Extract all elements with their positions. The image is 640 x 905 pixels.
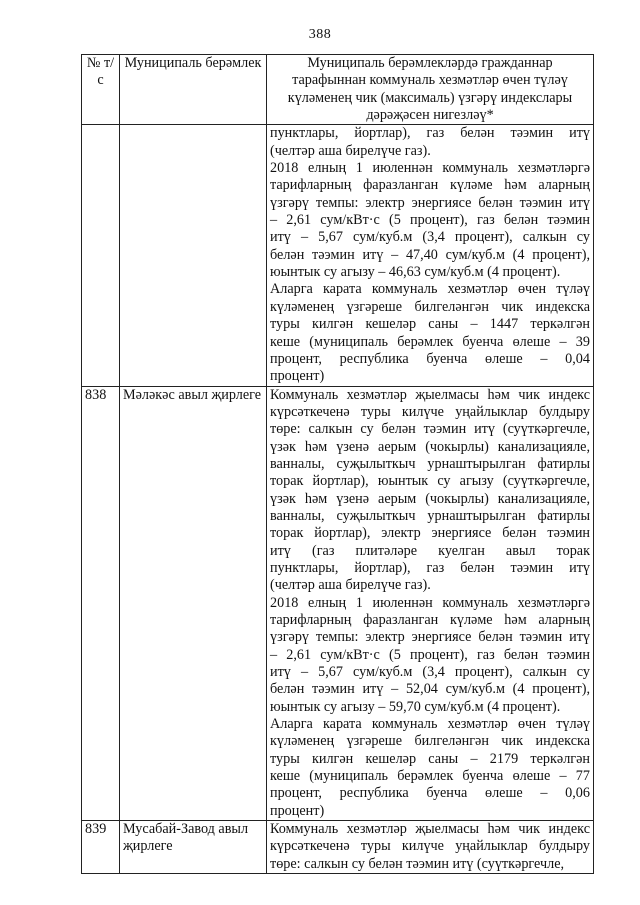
text-line: ванналы, суҗылыткыч урнаштырылган фатирлы: [270, 507, 590, 524]
text-line: тарифларның фаразланган күләме һәм аларның: [270, 177, 590, 194]
text-line: тарифларның фаразланган күләме һәм аларның: [270, 612, 590, 628]
text-line: күләменең үзгәреше билгеләнгән чик индекска: [270, 298, 590, 315]
text-line: кеше (муниципаль берәмлек буенча өлеше – 39: [270, 333, 590, 350]
basis-paragraph: [270, 716, 590, 820]
municipal-index-table: [81, 54, 594, 874]
table-body: [82, 125, 594, 874]
text-line: үзәк һәм үзенә аерым (чокырлы) канализацияле,: [270, 438, 590, 455]
table-row: [82, 821, 594, 874]
basis-paragraph: [270, 281, 590, 385]
text-line: үзгәрү темпы: электр энергиясе белән тәэмин итү: [270, 194, 590, 211]
header-number: № т/с: [82, 55, 120, 125]
row-basis-text: [267, 125, 594, 386]
text-line: үзәк һәм үзенә аерым (чокырлы) канализацияле,: [270, 490, 590, 507]
basis-paragraph: [270, 125, 590, 160]
row-number: [82, 125, 120, 386]
text-line: процент): [270, 802, 325, 819]
text-line: итү – 5,67 сум/куб.м (3,4 процент), салкын су: [270, 664, 590, 681]
text-line: Аларга карата коммуналь хезмәтләр өчен түләү: [270, 281, 590, 298]
text-line: пунктлары, йортлар), газ белән тәэмин итү: [270, 125, 590, 142]
text-line: күрсәткеченә туры килүче уңайлыклар булдыру: [270, 403, 590, 420]
text-line: – 2,61 сум/кВт·с (5 процент), газ белән тәэмин: [270, 212, 590, 229]
text-line: итү (газ плитәләре куелган авыл торак: [270, 542, 590, 559]
page-number: 388: [308, 27, 332, 42]
header-municipality: Муниципаль берәмлек: [120, 55, 267, 125]
row-basis-text: [267, 386, 594, 821]
table-header-row: [82, 55, 594, 125]
text-line: төре: салкын су белән тәэмин итү (суүткәргечле,: [270, 855, 565, 872]
text-line: итү – 5,67 сум/куб.м (3,4 процент), салкын су: [270, 229, 590, 246]
text-line: белән тәэмин итү – 52,04 сум/куб.м (4 процент),: [270, 681, 590, 698]
text-line: процент, республика буенча өлеше – 0,04: [270, 350, 590, 367]
row-number: 839: [82, 821, 120, 874]
text-line: туры килгән кешеләр саны – 1447 теркәлгән: [270, 316, 590, 333]
text-line: ванналы, суҗылыткыч урнаштырылган фатирлы: [270, 455, 590, 472]
header-basis: Муниципаль берәмлекләрдә гражданнар тарафыннан коммуналь хезмәтләр өчен түләү күләменең чик (максималь) үзгәрү индекслары дәрәҗәсен нигезләү*: [267, 55, 594, 125]
text-line: торак йортлар), электр энергиясе белән тәэмин: [270, 525, 590, 542]
text-line: 2018 елның 1 июленнән коммуналь хезмәтләргә: [270, 594, 590, 611]
text-line: – 2,61 сум/кВт·с (5 процент), газ белән тәэмин: [270, 646, 590, 663]
text-line: юынтык су агызу – 46,63 сум/куб.м (4 процент).: [270, 264, 561, 281]
text-line: төре: салкын су белән тәэмин итү (суүткәргечле,: [270, 421, 590, 438]
text-line: (челтәр аша бирелүче газ).: [270, 577, 431, 594]
text-line: күләменең үзгәреше билгеләнгән чик индекска: [270, 733, 590, 750]
text-line: туры килгән кешеләр саны – 2179 теркәлгән: [270, 750, 590, 767]
table-row: [82, 386, 594, 821]
text-line: Аларга карата коммуналь хезмәтләр өчен түләү: [270, 716, 590, 733]
text-line: Коммуналь хезмәтләр җыелмасы һәм чик индекс: [270, 386, 590, 403]
row-basis-text: [267, 821, 594, 874]
row-municipality: Мусабай-Завод авыл җирлеге: [120, 821, 267, 874]
text-line: Коммуналь хезмәтләр җыелмасы һәм чик индекс: [270, 821, 590, 838]
text-line: үзгәрү темпы: электр энергиясе белән тәэмин итү: [270, 629, 590, 646]
text-line: процент): [270, 368, 325, 385]
text-line: пунктлары, йортлар), газ белән тәэмин итү: [270, 559, 590, 576]
text-line: торак йортлар), юынтык су агызу (суүткәргечле,: [270, 473, 590, 490]
text-line: кеше (муниципаль берәмлек буенча өлеше – 77: [270, 768, 590, 785]
basis-paragraph: [270, 160, 590, 281]
text-line: процент, республика буенча өлеше – 0,06: [270, 785, 590, 802]
text-line: юынтык су агызу – 59,70 сум/куб.м (4 процент).: [270, 698, 561, 715]
row-number: 838: [82, 386, 120, 821]
text-line: (челтәр аша бирелүче газ).: [270, 142, 431, 159]
text-line: белән тәэмин итү – 47,40 сум/куб.м (4 процент),: [270, 246, 590, 263]
table-row: [82, 125, 594, 386]
text-line: 2018 елның 1 июленнән коммуналь хезмәтләргә: [270, 160, 590, 177]
basis-paragraph: [270, 387, 590, 595]
basis-paragraph: [270, 595, 590, 716]
row-municipality: [120, 125, 267, 386]
basis-paragraph: [270, 821, 590, 873]
text-line: күрсәткеченә туры килүче уңайлыклар булдыру: [270, 838, 590, 855]
row-municipality: Мәләкәс авыл җирлеге: [120, 386, 267, 821]
